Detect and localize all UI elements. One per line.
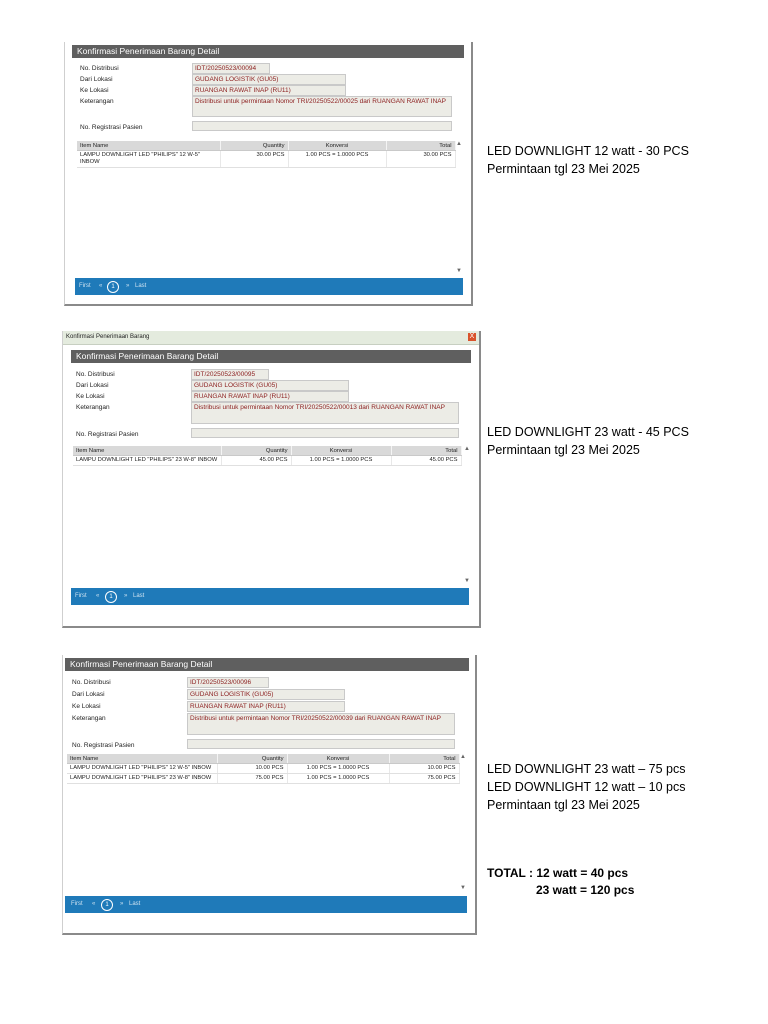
pager-first[interactable]: First [75,593,87,599]
panel-title: Konfirmasi Penerimaan Barang Detail [72,45,464,58]
panel-title: Konfirmasi Penerimaan Barang Detail [65,658,469,671]
col-total[interactable]: Total [386,141,455,151]
keterangan-field[interactable]: Distribusi untuk permintaan Nomor TRI/20250522/00039 dari RUANGAN RAWAT INAP [187,713,455,735]
pager-last[interactable]: Last [133,593,145,599]
scroll-up-icon[interactable]: ▲ [456,141,462,147]
item-table [77,141,456,168]
note-1-line-2: Permintaan tgl 23 Mei 2025 [487,162,640,176]
dari-lokasi-field[interactable]: GUDANG LOGISTIK (GU05) [192,74,346,85]
table-row[interactable] [67,774,459,784]
cell-total: 10.00 PCS [389,764,459,774]
pager-page-1[interactable]: 1 [101,899,113,911]
note-3 [487,760,685,814]
pager-prev-icon[interactable]: « [92,901,96,907]
cell-total: 30.00 PCS [386,151,455,168]
label-dari-lokasi: Dari Lokasi [80,76,113,83]
screenshot-2 [62,331,481,628]
pager [75,278,463,295]
label-no-registrasi: No. Registrasi Pasien [80,124,143,131]
no-registrasi-field[interactable] [191,428,459,438]
cell-konversi: 1.00 PCS = 1.0000 PCS [291,456,391,466]
total-line-1: TOTAL : 12 watt = 40 pcs [487,866,629,880]
note-2-line-2: Permintaan tgl 23 Mei 2025 [487,443,640,457]
total-line-2: 23 watt = 120 pcs [536,883,635,897]
cell-total: 45.00 PCS [391,456,461,466]
col-item-name[interactable]: Item Name [73,446,221,456]
label-ke-lokasi: Ke Lokasi [72,703,101,710]
detail-form [63,671,475,761]
keterangan-field[interactable]: Distribusi untuk permintaan Nomor TRI/20250522/00025 dari RUANGAN RAWAT INAP [192,96,452,117]
note-3-line-2: LED DOWNLIGHT 12 watt – 10 pcs [487,780,686,794]
col-konversi[interactable]: Konversi [291,446,391,456]
label-no-registrasi: No. Registrasi Pasien [76,431,139,438]
cell-quantity: 10.00 PCS [217,764,287,774]
total-summary [487,865,634,899]
pager-next-icon[interactable]: » [126,283,130,289]
table-header [77,141,455,151]
pager-first[interactable]: First [71,901,83,907]
label-dari-lokasi: Dari Lokasi [76,382,109,389]
note-2-line-1: LED DOWNLIGHT 23 watt - 45 PCS [487,425,689,439]
item-table [67,754,460,784]
panel-title: Konfirmasi Penerimaan Barang Detail [71,350,471,363]
note-2 [487,423,689,459]
table-row[interactable] [73,456,461,466]
label-no-distribusi: No. Distribusi [80,65,119,72]
col-quantity[interactable]: Quantity [217,754,287,764]
cell-item-name: LAMPU DOWNLIGHT LED "PHILIPS" 12 W-5" INBOW [77,151,220,168]
label-keterangan: Keterangan [76,404,110,411]
table-header [73,446,461,456]
cell-quantity: 30.00 PCS [220,151,288,168]
label-keterangan: Keterangan [72,715,106,722]
label-no-registrasi: No. Registrasi Pasien [72,742,135,749]
note-3-line-1: LED DOWNLIGHT 23 watt – 75 pcs [487,762,686,776]
dari-lokasi-field[interactable]: GUDANG LOGISTIK (GU05) [187,689,345,700]
screenshot-3 [62,655,477,935]
detail-form [65,58,471,148]
cell-item-name: LAMPU DOWNLIGHT LED "PHILIPS" 23 W-8" INBOW [67,774,217,784]
label-keterangan: Keterangan [80,98,114,105]
pager-first[interactable]: First [79,283,91,289]
col-konversi[interactable]: Konversi [287,754,389,764]
no-distribusi-field[interactable]: IDT/20250523/00096 [187,677,269,688]
cell-quantity: 45.00 PCS [221,456,291,466]
col-konversi[interactable]: Konversi [288,141,386,151]
pager-prev-icon[interactable]: « [99,283,103,289]
col-item-name[interactable]: Item Name [67,754,217,764]
pager [71,588,469,605]
ke-lokasi-field[interactable]: RUANGAN RAWAT INAP (RU11) [192,85,346,96]
window-titlebar [63,331,479,345]
screenshot-1 [64,42,473,306]
no-registrasi-field[interactable] [192,121,452,131]
window-title: Konfirmasi Penerimaan Barang [66,334,150,340]
cell-konversi: 1.00 PCS = 1.0000 PCS [288,151,386,168]
note-1 [487,142,689,178]
pager [65,896,467,913]
cell-item-name: LAMPU DOWNLIGHT LED "PHILIPS" 12 W-5" INBOW [67,764,217,774]
pager-next-icon[interactable]: » [120,901,124,907]
label-no-distribusi: No. Distribusi [76,371,115,378]
detail-form [63,363,479,453]
col-quantity[interactable]: Quantity [221,446,291,456]
pager-prev-icon[interactable]: « [96,593,100,599]
label-ke-lokasi: Ke Lokasi [76,393,105,400]
note-1-line-1: LED DOWNLIGHT 12 watt - 30 PCS [487,144,689,158]
label-no-distribusi: No. Distribusi [72,679,111,686]
scroll-up-icon[interactable]: ▲ [460,754,466,760]
cell-konversi: 1.00 PCS = 1.0000 PCS [287,764,389,774]
pager-page-1[interactable]: 1 [107,281,119,293]
scroll-down-icon[interactable]: ▼ [460,885,466,891]
label-dari-lokasi: Dari Lokasi [72,691,105,698]
item-table [73,446,462,466]
cell-quantity: 75.00 PCS [217,774,287,784]
col-quantity[interactable]: Quantity [220,141,288,151]
scroll-down-icon[interactable]: ▼ [464,578,470,584]
cell-konversi: 1.00 PCS = 1.0000 PCS [287,774,389,784]
scroll-down-icon[interactable]: ▼ [456,268,462,274]
pager-next-icon[interactable]: » [124,593,128,599]
cell-item-name: LAMPU DOWNLIGHT LED "PHILIPS" 23 W-8" INBOW [73,456,221,466]
table-header [67,754,459,764]
no-distribusi-field[interactable]: IDT/20250523/00094 [192,63,270,74]
pager-page-1[interactable]: 1 [105,591,117,603]
col-total[interactable]: Total [391,446,461,456]
no-registrasi-field[interactable] [187,739,455,749]
scroll-up-icon[interactable]: ▲ [464,446,470,452]
ke-lokasi-field[interactable]: RUANGAN RAWAT INAP (RU11) [187,701,345,712]
pager-last[interactable]: Last [135,283,147,289]
ke-lokasi-field[interactable]: RUANGAN RAWAT INAP (RU11) [191,391,349,402]
col-item-name[interactable]: Item Name [77,141,220,151]
dari-lokasi-field[interactable]: GUDANG LOGISTIK (GU05) [191,380,349,391]
cell-total: 75.00 PCS [389,774,459,784]
keterangan-field[interactable]: Distribusi untuk permintaan Nomor TRI/20250522/00013 dari RUANGAN RAWAT INAP [191,402,459,424]
note-3-line-3: Permintaan tgl 23 Mei 2025 [487,798,640,812]
table-row[interactable] [67,764,459,774]
close-icon[interactable]: X [469,333,475,340]
no-distribusi-field[interactable]: IDT/20250523/00095 [191,369,269,380]
pager-last[interactable]: Last [129,901,141,907]
col-total[interactable]: Total [389,754,459,764]
label-ke-lokasi: Ke Lokasi [80,87,109,94]
table-row[interactable] [77,151,455,168]
